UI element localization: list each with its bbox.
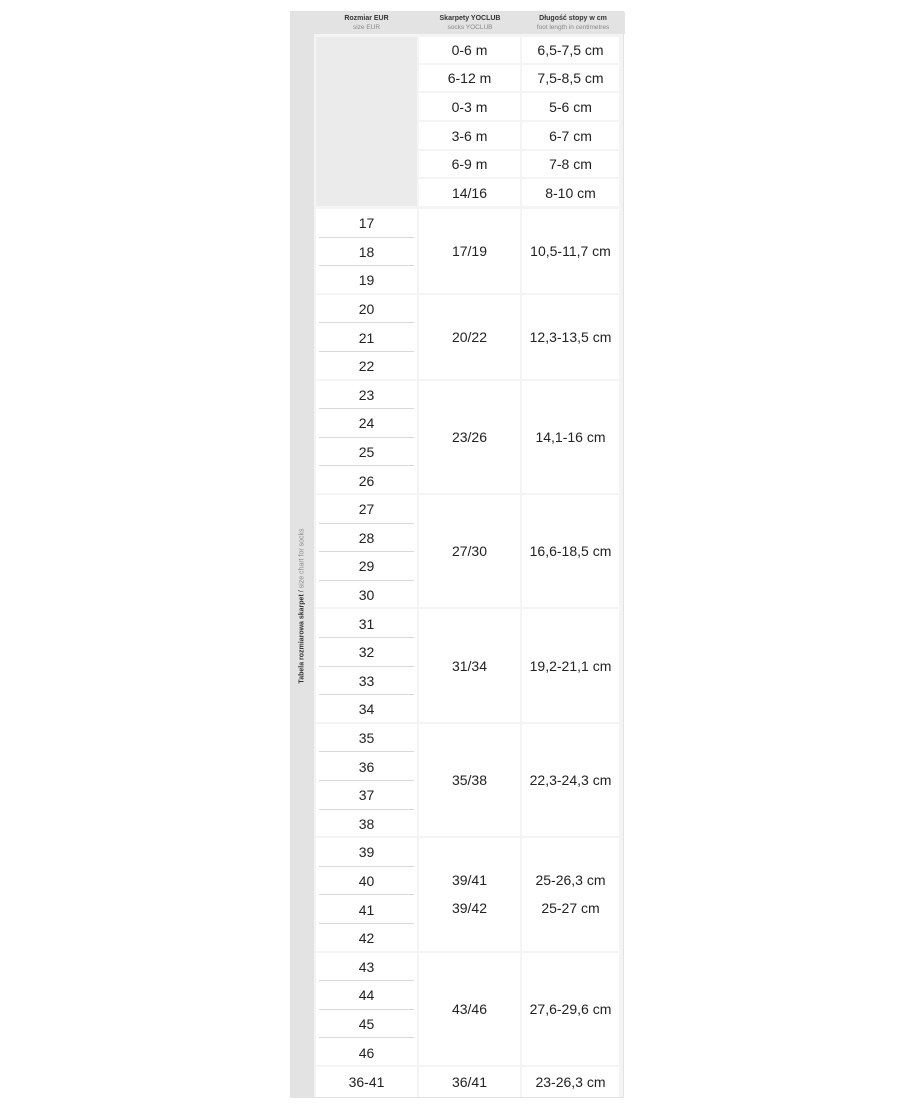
socks-size (419, 495, 520, 607)
row-divider (319, 980, 414, 981)
row-divider (319, 751, 414, 752)
eur-group (316, 724, 417, 836)
eur-size: 30 (358, 587, 375, 604)
row-divider (319, 666, 414, 667)
eur-size: 38 (358, 815, 375, 832)
infant-socks-size: 0-3 m (419, 93, 520, 120)
eur-size-last: 36-41 (316, 1067, 417, 1097)
socks-size (419, 953, 520, 1065)
socks-size-line: 43/46 (451, 1000, 488, 1017)
eur-size: 39 (358, 844, 375, 861)
socks-size-line: 20/22 (451, 328, 488, 345)
row-divider (319, 322, 414, 323)
eur-size: 41 (358, 901, 375, 918)
row-divider (319, 437, 414, 438)
socks-size (419, 724, 520, 836)
eur-group (316, 209, 417, 293)
side-title-sep: / (298, 588, 306, 595)
eur-size: 17 (358, 215, 375, 232)
eur-size: 28 (358, 529, 375, 546)
row-divider (319, 1009, 414, 1010)
socks-size (419, 609, 520, 721)
foot-length (522, 609, 619, 721)
eur-group (316, 381, 417, 493)
eur-size: 32 (358, 644, 375, 661)
size-chart-table (290, 11, 624, 1098)
row-divider (319, 523, 414, 524)
socks-size-line: 23/26 (451, 428, 488, 445)
row-divider (319, 237, 414, 238)
eur-size: 21 (358, 329, 375, 346)
row-divider (319, 780, 414, 781)
foot-length-line: 14,1-16 cm (535, 428, 606, 445)
infant-foot-length: 7-8 cm (522, 151, 619, 177)
row-divider (319, 923, 414, 924)
eur-group (316, 953, 417, 1065)
row-divider (319, 580, 414, 581)
side-title-en: size chart for socks (298, 528, 306, 589)
eur-size: 27 (358, 501, 375, 518)
socks-size (419, 381, 520, 493)
header-socks (419, 12, 521, 34)
infant-foot-length: 7,5-8,5 cm (522, 65, 619, 91)
row-divider (319, 694, 414, 695)
eur-size: 31 (358, 615, 375, 632)
infant-foot-length: 6-7 cm (522, 122, 619, 149)
foot-length (522, 209, 619, 293)
empty-eur-block (316, 37, 417, 206)
foot-length-line: 16,6-18,5 cm (529, 543, 612, 560)
eur-size: 46 (358, 1044, 375, 1061)
eur-size: 18 (358, 243, 375, 260)
eur-size: 34 (358, 701, 375, 718)
eur-size: 40 (358, 873, 375, 890)
row-divider (319, 866, 414, 867)
infant-socks-size: 3-6 m (419, 122, 520, 149)
socks-size-line: 31/34 (451, 657, 488, 674)
header-eur-pl: Rozmiar EUR (344, 15, 389, 22)
eur-size: 20 (358, 301, 375, 318)
row-divider (319, 551, 414, 552)
infant-socks-size: 6-12 m (419, 65, 520, 91)
foot-length-line: 12,3-13,5 cm (529, 328, 612, 345)
row-divider (319, 351, 414, 352)
eur-size: 33 (358, 672, 375, 689)
socks-size-line: 39/41 (451, 872, 488, 889)
socks-size-last: 36/41 (419, 1067, 520, 1097)
eur-size: 22 (358, 358, 375, 375)
row-divider (319, 408, 414, 409)
header-socks-pl: Skarpety YOCLUB (439, 15, 501, 22)
eur-size: 25 (358, 444, 375, 461)
infant-socks-size: 6-9 m (419, 151, 520, 177)
socks-size-line: 35/38 (451, 771, 488, 788)
row-divider (319, 894, 414, 895)
foot-length-line: 27,6-29,6 cm (529, 1000, 612, 1017)
foot-length (522, 838, 619, 950)
row-divider (319, 1037, 414, 1038)
foot-length (522, 295, 619, 379)
header-socks-en: socks YOCLUB (447, 24, 493, 31)
side-title (299, 528, 306, 683)
foot-length (522, 724, 619, 836)
row-divider (319, 265, 414, 266)
infant-socks-size: 14/16 (419, 179, 520, 206)
side-strip (291, 12, 314, 1097)
row-divider (319, 809, 414, 810)
socks-size (419, 838, 520, 950)
eur-size: 35 (358, 730, 375, 747)
eur-group (316, 295, 417, 379)
eur-group (316, 838, 417, 950)
eur-size: 45 (358, 1016, 375, 1033)
eur-size: 43 (358, 958, 375, 975)
socks-size-line: 27/30 (451, 543, 488, 560)
foot-length-last: 23-26,3 cm (522, 1067, 619, 1097)
eur-size: 37 (358, 787, 375, 804)
foot-length (522, 495, 619, 607)
foot-length-line: 22,3-24,3 cm (529, 771, 612, 788)
side-title-pl: Tabela rozmiarowa skarpet (298, 594, 306, 684)
foot-length-line: 19,2-21,1 cm (529, 657, 612, 674)
socks-size (419, 209, 520, 293)
header-eur (314, 12, 419, 34)
infant-foot-length: 6,5-7,5 cm (522, 37, 619, 63)
socks-size-line: 17/19 (451, 242, 488, 259)
header-length-pl: Długość stopy w cm (539, 15, 607, 22)
infant-socks-size: 0-6 m (419, 37, 520, 63)
header-length-en: foot length in centimetres (536, 24, 610, 31)
foot-length (522, 953, 619, 1065)
header-eur-en: size EUR (352, 24, 381, 31)
foot-length-line: 25-27 cm (541, 900, 600, 917)
socks-size (419, 295, 520, 379)
eur-size: 29 (358, 558, 375, 575)
eur-group (316, 609, 417, 721)
socks-size-line: 39/42 (451, 900, 488, 917)
eur-size: 23 (358, 386, 375, 403)
eur-size: 19 (358, 272, 375, 289)
foot-length-line: 10,5-11,7 cm (530, 242, 611, 259)
foot-length-line: 25-26,3 cm (535, 872, 606, 889)
foot-length (522, 381, 619, 493)
row-divider (319, 465, 414, 466)
eur-size: 26 (358, 472, 375, 489)
row-divider (319, 637, 414, 638)
infant-foot-length: 8-10 cm (522, 179, 619, 206)
table-header (314, 12, 625, 34)
eur-size: 42 (358, 930, 375, 947)
header-length (521, 12, 625, 34)
infant-foot-length: 5-6 cm (522, 93, 619, 120)
eur-size: 44 (358, 987, 375, 1004)
eur-size: 36 (358, 758, 375, 775)
eur-group (316, 495, 417, 607)
eur-size: 24 (358, 415, 375, 432)
